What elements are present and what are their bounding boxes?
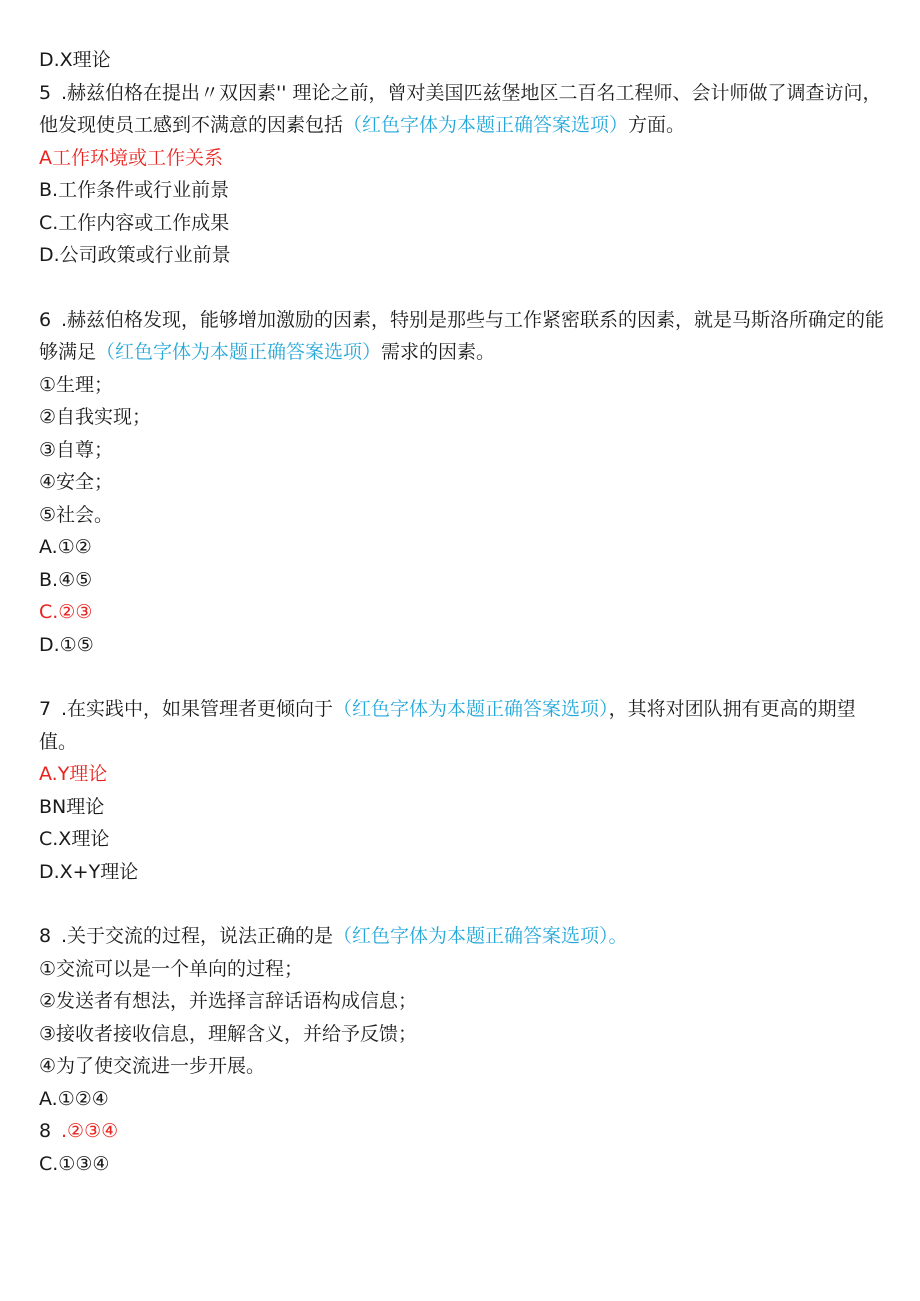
- q6-option-d: D.①⑤: [39, 633, 94, 656]
- q8-stem: [39, 920, 879, 953]
- q5-option-a: A工作环境或工作关系: [39, 146, 223, 169]
- q6-item-2: ②自我实现；: [39, 406, 152, 428]
- q8-item-1: ①交流可以是一个单向的过程；: [39, 957, 304, 980]
- q8-option-b: [39, 1115, 879, 1148]
- document-page: [39, 44, 885, 1180]
- q6-option-a: A.①②: [39, 536, 92, 558]
- q7-stem-line2: 值。: [39, 730, 78, 753]
- q4-option-d: D.X理论: [39, 49, 111, 71]
- spacer: [39, 272, 879, 304]
- q8-answer-blank: （红色字体为本题正确答案选项）。: [333, 925, 628, 947]
- q6-item-3: ③自尊；: [39, 438, 114, 461]
- q6-option-b: B.④⑤: [39, 568, 93, 591]
- q5-option-c: C.工作内容或工作成果: [39, 211, 230, 234]
- q8-stem-pre: .关于交流的过程，说法正确的是: [61, 925, 334, 947]
- q7-answer-blank: （红色字体为本题正确答案选项）: [333, 698, 609, 720]
- q7-stem-pre: .在实践中，如果管理者更倾向于: [61, 698, 334, 720]
- q5-option-d: D.公司政策或行业前景: [39, 244, 231, 266]
- q6-stem-post: 需求的因素。: [381, 341, 496, 363]
- q6-stem-line1: [39, 304, 885, 337]
- q5-stem-text: .赫兹伯格在提出〃双因素'' 理论之前，曾对美国匹兹堡地区二百名工程师、会计师做了调查访问，: [61, 81, 882, 104]
- q6-option-c: C.②③: [39, 601, 93, 623]
- spacer: [39, 661, 879, 693]
- q6-stem-pre: 够满足: [39, 341, 97, 363]
- q5-stem-post: 方面。: [628, 114, 686, 136]
- q8-option-b-text: .②③④: [61, 1120, 119, 1142]
- q6-item-4: ④安全；: [39, 471, 114, 493]
- q8-option-c: C.①③④: [39, 1152, 110, 1175]
- q7-option-a: A.Y理论: [39, 763, 108, 785]
- q7-number: 7: [39, 698, 52, 720]
- q6-number: 6: [39, 308, 52, 331]
- q5-stem-pre: 他发现使员工感到不满意的因素包括: [39, 114, 344, 136]
- q5-option-b: B.工作条件或行业前景: [39, 179, 230, 201]
- q8-item-2: ②发送者有想法，并选择言辞话语构成信息；: [39, 990, 418, 1012]
- q7-stem-line1: [39, 693, 879, 726]
- q6-stem-text: .赫兹伯格发现，能够增加激励的因素，特别是那些与工作紧密联系的因素，就是马斯洛所确定的能: [61, 308, 885, 331]
- q8-option-b-number: 8: [39, 1120, 52, 1142]
- q5-stem-line2: [39, 109, 879, 142]
- q5-stem-line1: [39, 77, 882, 110]
- q7-option-d: D.X+Y理论: [39, 860, 139, 883]
- q6-answer-blank: （红色字体为本题正确答案选项）: [96, 341, 382, 363]
- q8-item-3: ③接收者接收信息，理解含义，并给予反馈；: [39, 1022, 418, 1045]
- spacer: [39, 888, 879, 920]
- q5-number: 5: [39, 81, 52, 104]
- q8-option-a: A.①②④: [39, 1087, 109, 1110]
- q5-answer-blank: （红色字体为本题正确答案选项）: [343, 114, 629, 136]
- q6-stem-line2: [39, 336, 879, 369]
- q6-item-1: ①生理；: [39, 373, 114, 396]
- q7-option-c: C.X理论: [39, 828, 110, 850]
- q7-option-b: BN理论: [39, 795, 105, 818]
- q7-stem-post: ，其将对团队拥有更高的期望: [608, 698, 856, 720]
- q8-item-4: ④为了使交流进一步开展。: [39, 1055, 266, 1077]
- q8-number: 8: [39, 925, 52, 947]
- q6-item-5: ⑤社会。: [39, 503, 114, 526]
